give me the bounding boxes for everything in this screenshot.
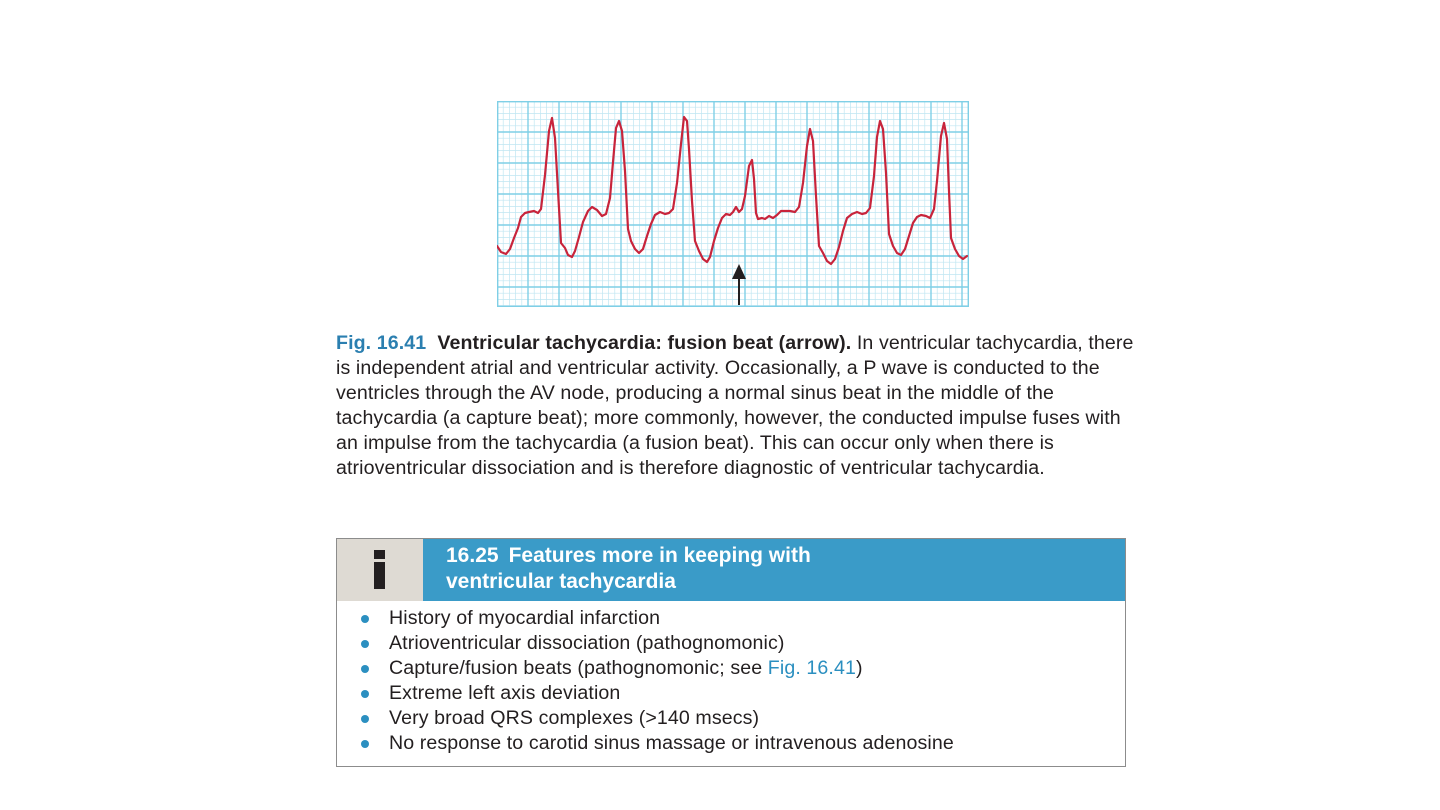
bullet-icon [361, 665, 369, 673]
list-item [361, 706, 1125, 731]
info-icon-stem [374, 562, 385, 589]
info-box [336, 538, 1126, 767]
list-item-text: Very broad QRS complexes (>140 msecs) [389, 707, 760, 729]
list-item [361, 656, 1125, 681]
list-item-text: No response to carotid sinus massage or intravenous adenosine [389, 732, 954, 754]
list-item-text: Atrioventricular dissociation (pathognomonic) [389, 632, 785, 654]
list-item [361, 606, 1125, 631]
feature-list [337, 601, 1125, 756]
ecg-graphic [497, 101, 969, 307]
info-icon-dot [374, 550, 385, 559]
list-item [361, 631, 1125, 656]
list-item [361, 731, 1125, 756]
figure-title: Ventricular tachycardia: fusion beat (arrow). [437, 332, 852, 354]
list-item-text: Capture/fusion beats (pathognomonic; see [389, 657, 768, 679]
info-icon [337, 539, 423, 601]
list-item-text-after: ) [855, 657, 863, 679]
box-title-line2: ventricular tachycardia [446, 570, 676, 593]
ecg-strip [497, 101, 969, 307]
bullet-icon [361, 715, 369, 723]
bullet-icon [361, 740, 369, 748]
figure-link[interactable]: Fig. 16.41 [767, 657, 856, 679]
list-item-text: Extreme left axis deviation [389, 682, 621, 704]
figure-caption [336, 331, 1136, 481]
list-item-text: History of myocardial infarction [389, 607, 661, 629]
box-title-line1: Features more in keeping with [508, 544, 811, 567]
info-box-title [423, 539, 1125, 601]
bullet-icon [361, 615, 369, 623]
list-item [361, 681, 1125, 706]
info-box-header [337, 539, 1125, 601]
bullet-icon [361, 640, 369, 648]
figure-number: Fig. 16.41 [336, 332, 427, 354]
box-number: 16.25 [446, 544, 499, 567]
bullet-icon [361, 690, 369, 698]
figure-caption-body: In ventricular tachycardia, there is independent atrial and ventricular activity. Occasionally, a P wave is conducted to the ventricles through the AV node, producing a normal sinus beat in the middle of the tachycardia (a capture beat); more commonly, however, the conducted impulse fuses with an impulse from the tachycardia (a fusion beat). This can occur only when there is atrioventricular dissociation and is therefore diagnostic of ventricular tachycardia. [336, 332, 1134, 479]
